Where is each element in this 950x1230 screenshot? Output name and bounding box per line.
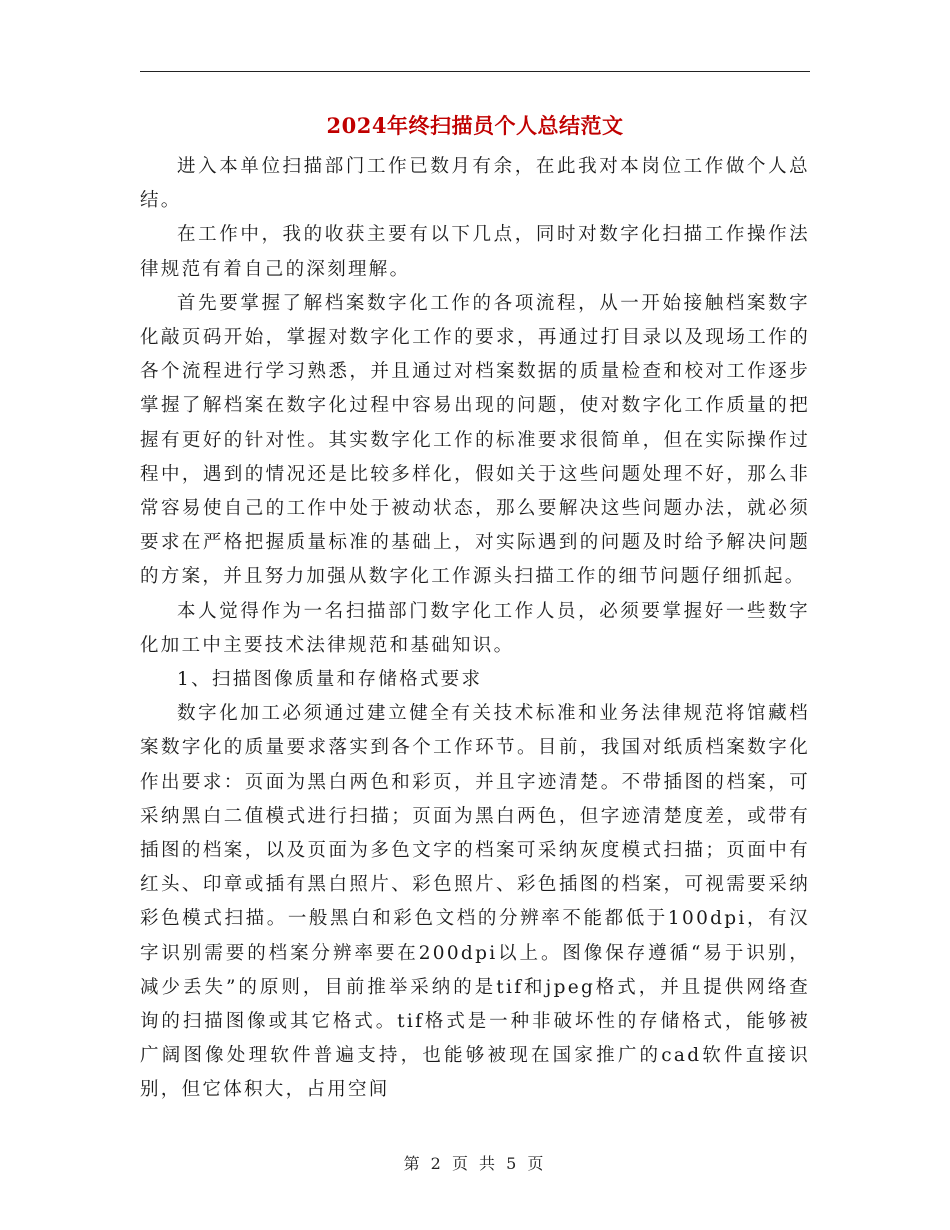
- header-rule: [140, 71, 810, 72]
- paragraph-intro: 进入本单位扫描部门工作已数月有余，在此我对本岗位工作做个人总结。: [140, 156, 810, 212]
- document-title: 2024年终扫描员个人总结范文: [326, 113, 624, 138]
- page-number-footer: 第 2 页 共 5 页: [403, 1154, 547, 1173]
- section-heading-1: 1、扫描图像质量和存储格式要求: [177, 669, 483, 691]
- paragraph-gains: 在工作中，我的收获主要有以下几点，同时对数字化扫描工作操作法律规范有着自己的深刻理解。: [140, 224, 810, 280]
- paragraph-scan-quality: 数字化加工必须通过建立健全有关技术标准和业务法律规范将馆藏档案数字化的质量要求落实到各个工作环节。目前，我国对纸质档案数字化作出要求：页面为黑白两色和彩页，并且字迹清楚。不带插图的档案，可采纳黑白二值模式进行扫描；页面为黑白两色，但字迹清楚度差，或带有插图的档案，以及页面为多色文字的档案可采纳灰度模式扫描；页面中有红头、印章或插有黑白照片、彩色照片、彩色插图的档案，可视需要采纳彩色模式扫描。一般黑白和彩色文档的分辨率不能都低于100dpi，有汉字识别需要的档案分辨率要在200dpi以上。图像保存遵循“易于识别，减少丢失”的原则，目前推举采纳的是tif和jpeg格式，并且提供网络查询的扫描图像或其它格式。tif格式是一种非破坏性的存储格式，能够被广阔图像处理软件普遍支持，也能够被现在国家推广的cad软件直接识别，但它体积大，占用空间: [140, 703, 810, 1101]
- paragraph-workflow: 首先要掌握了解档案数字化工作的各项流程，从一开始接触档案数字化敲页码开始，掌握对数字化工作的要求，再通过打目录以及现场工作的各个流程进行学习熟悉，并且通过对档案数据的质量检查和校对工作逐步掌握了解档案在数字化过程中容易出现的问题，使对数字化工作质量的把握有更好的针对性。其实数字化工作的标准要求很简单，但在实际操作过程中，遇到的情况还是比较多样化，假如关于这些问题处理不好，那么非常容易使自己的工作中处于被动状态，那么要解决这些问题办法，就必须要求在严格把握质量标准的基础上，对实际遇到的问题及时给予解决问题的方案，并且努力加强从数字化工作源头扫描工作的细节问题仔细抓起。: [140, 292, 810, 588]
- paragraph-knowledge: 本人觉得作为一名扫描部门数字化工作人员，必须要掌握好一些数字化加工中主要技术法律规范和基础知识。: [140, 600, 810, 656]
- document-body: [140, 150, 810, 1108]
